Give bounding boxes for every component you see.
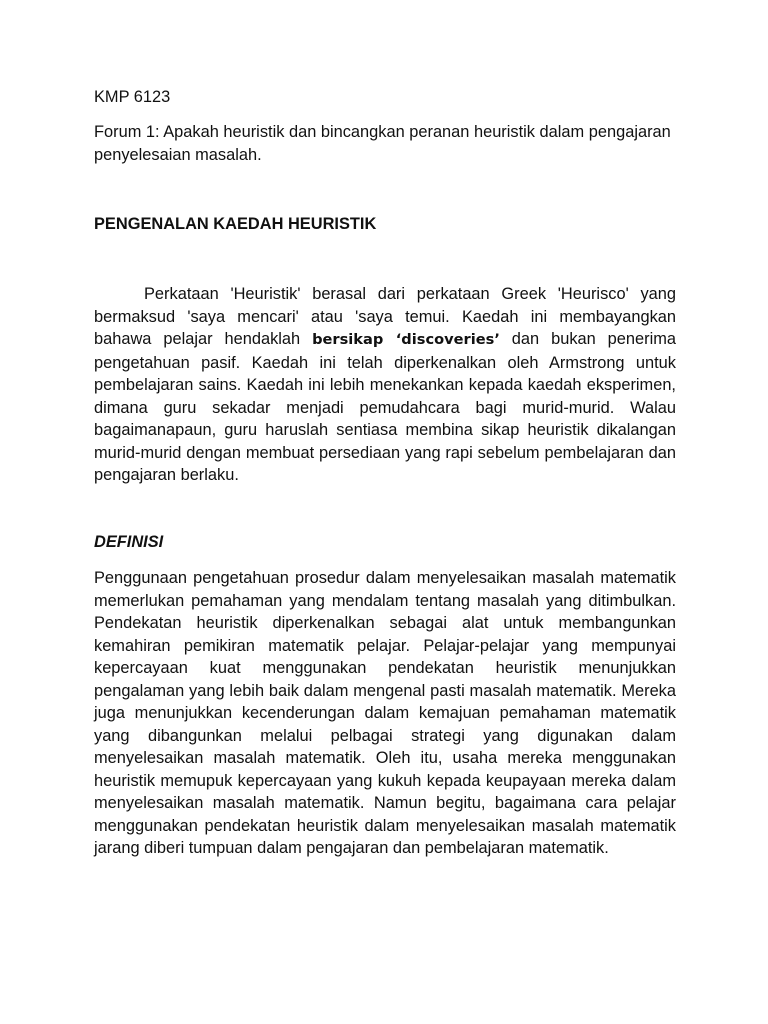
section-paragraph-pengenalan <box>94 283 676 487</box>
paragraph-text-after: dan bukan penerima pengetahuan pasif. Kaedah ini telah diperkenalkan oleh Armstrong untuk pembelajaran sains. Kaedah ini lebih menekankan kepada kaedah eksperimen, dimana guru sekadar menjadi pemudahcara bagi murid-murid. Walau bagaimanapaun, guru haruslah sentiasa membina sikap heuristik dikalangan murid-murid dengan membuat persediaan yang rapi sebelum pembelajaran dan pengajaran berlaku. <box>94 330 677 484</box>
paragraph-text-before: Perkataan 'Heuristik' berasal dari perkataan Greek 'Heurisco' yang bermaksud 'saya mencari' atau 'saya temui. Kaedah ini membayangkan bahawa pelajar hendaklah <box>94 285 676 348</box>
section-paragraph-definisi: Penggunaan pengetahuan prosedur dalam menyelesaikan masalah matematik memerlukan pemahaman yang mendalam tentang masalah yang ditimbulkan. Pendekatan heuristik diperkenalkan sebagai alat untuk membangunkan kemahiran pemikiran matematik pelajar. Pelajar-pelajar yang mempunyai kepercayaan kuat menggunakan pendekatan heuristik menunjukkan pengalaman yang lebih baik dalam mengenal pasti masalah matematik. Mereka juga menunjukkan kecenderungan dalam kemajuan pemahaman matematik yang dibangunkan melalui pelbagai strategi yang digunakan dalam menyelesaikan masalah matematik. Oleh itu, usaha mereka menggunakan heuristik memupuk kepercayaan yang kukuh kepada keupayaan mereka dalam menyelesaikan masalah matematik. Namun begitu, bagaimana cara pelajar menggunakan pendekatan heuristik dalam menyelesaikan masalah matematik jarang diberi tumpuan dalam pengajaran dan pembelajaran matematik. <box>94 569 676 857</box>
forum-prompt: Forum 1: Apakah heuristik dan bincangkan peranan heuristik dalam pengajaran penyelesaian masalah. <box>94 123 671 164</box>
course-code: KMP 6123 <box>94 88 171 106</box>
section-heading-definisi: DEFINISI <box>94 533 164 551</box>
section-heading-pengenalan: PENGENALAN KAEDAH HEURISTIK <box>94 215 377 233</box>
paragraph-emphasis: bersikap ‘discoveries’ <box>312 331 500 348</box>
